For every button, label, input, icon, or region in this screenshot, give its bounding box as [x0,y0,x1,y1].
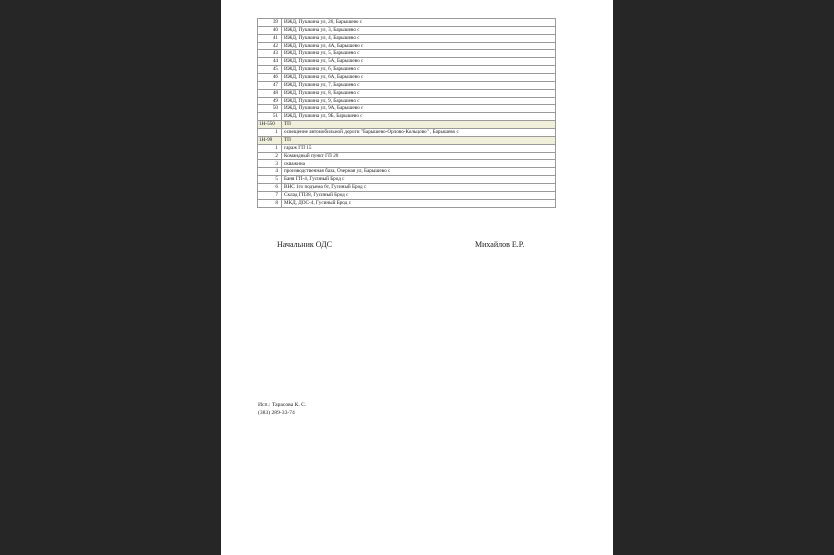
row-description: ИЖД, Пушкина ул, 4, Барышево с [282,34,556,42]
table-row [258,19,556,27]
row-number: 1 [258,144,282,152]
row-number: 45 [258,66,282,74]
row-description: ИЖД, Пушкина ул, 9, Барышево с [282,97,556,105]
row-description: ИЖД, Пушкина ул, 4А, Барышево с [282,42,556,50]
row-description: ИЖД, Пушкина ул, 6, Барышево с [282,66,556,74]
row-description: ИЖД, Пушкина ул, 9Б, Барышево с [282,113,556,121]
row-description: гараж ГП 15 [282,144,556,152]
table-group-row [258,121,556,129]
row-description: освещение автомобильной дороги "Барышево-Орлово-Кольцово" , Барышево с [282,129,556,137]
table-row [258,89,556,97]
row-number: 39 [258,19,282,27]
row-description: Склад ГП38, Гусиный Брод с [282,191,556,199]
row-description: ТП [282,121,556,129]
table-row [258,26,556,34]
row-number: 51 [258,113,282,121]
row-description: ВНС 1го подъема 6т, Гусиный Брод с [282,184,556,192]
table-row [258,144,556,152]
row-number: 5 [258,176,282,184]
row-number: 47 [258,81,282,89]
row-description: ИЖД, Пушкина ул, 5, Барышево с [282,50,556,58]
table-row [258,105,556,113]
table-row [258,74,556,82]
table-row [258,184,556,192]
table-body [258,19,556,208]
table-row [258,129,556,137]
row-number: 6 [258,184,282,192]
table-row [258,34,556,42]
row-description: ИЖД, Пушкина ул, 6А, Барышево с [282,74,556,82]
table-row [258,152,556,160]
row-description: ИЖД, Пушкина ул, 9А, Барышево с [282,105,556,113]
table-row [258,191,556,199]
table-row [258,113,556,121]
table-group-row [258,136,556,144]
row-number: 2 [258,152,282,160]
signature-position: Начальник ОДС [277,240,332,249]
row-number: 41 [258,34,282,42]
row-description: ИЖД, Пушкина ул, 3, Барышево с [282,26,556,34]
row-description: ИЖД, Пушкина ул, 7, Барышево с [282,81,556,89]
row-number: 1Н-99 [258,136,282,144]
signature-name: Михайлов Е.Р. [475,240,525,249]
row-description: МКД, ДОС-4, Гусиный Брод с [282,199,556,207]
row-number: 40 [258,26,282,34]
row-description: производственная база, Озерная ул, Барышево с [282,168,556,176]
row-description: Баня ГП-4, Гусиный Брод с [282,176,556,184]
table-row [258,81,556,89]
row-number: 50 [258,105,282,113]
table-row [258,168,556,176]
row-description: ИЖД, Пушкина ул, 8, Барышево с [282,89,556,97]
row-number: 4 [258,168,282,176]
row-description: ИЖД, Пушкина ул, 26, Барышево с [282,19,556,27]
row-number: 1Н-550 [258,121,282,129]
table-row [258,97,556,105]
executor-block [258,402,306,417]
row-number: 1 [258,129,282,137]
executor-name: Исп.: Тарасова К. С. [258,402,307,408]
table-row [258,58,556,66]
row-number: 46 [258,74,282,82]
row-description: Командный пункт ГП 20 [282,152,556,160]
document-page [221,0,613,555]
table-row [258,199,556,207]
outage-address-table [257,18,556,208]
row-number: 8 [258,199,282,207]
row-number: 43 [258,50,282,58]
executor-phone: (383) 289-33-74 [258,409,295,416]
row-description: ИЖД, Пушкина ул, 5А, Барышево с [282,58,556,66]
table-row [258,42,556,50]
row-number: 48 [258,89,282,97]
row-number: 3 [258,160,282,168]
table-row [258,66,556,74]
table-row [258,50,556,58]
row-description: скважина [282,160,556,168]
table-row [258,176,556,184]
row-number: 42 [258,42,282,50]
table-row [258,160,556,168]
row-description: ТП [282,136,556,144]
row-number: 7 [258,191,282,199]
row-number: 44 [258,58,282,66]
row-number: 49 [258,97,282,105]
